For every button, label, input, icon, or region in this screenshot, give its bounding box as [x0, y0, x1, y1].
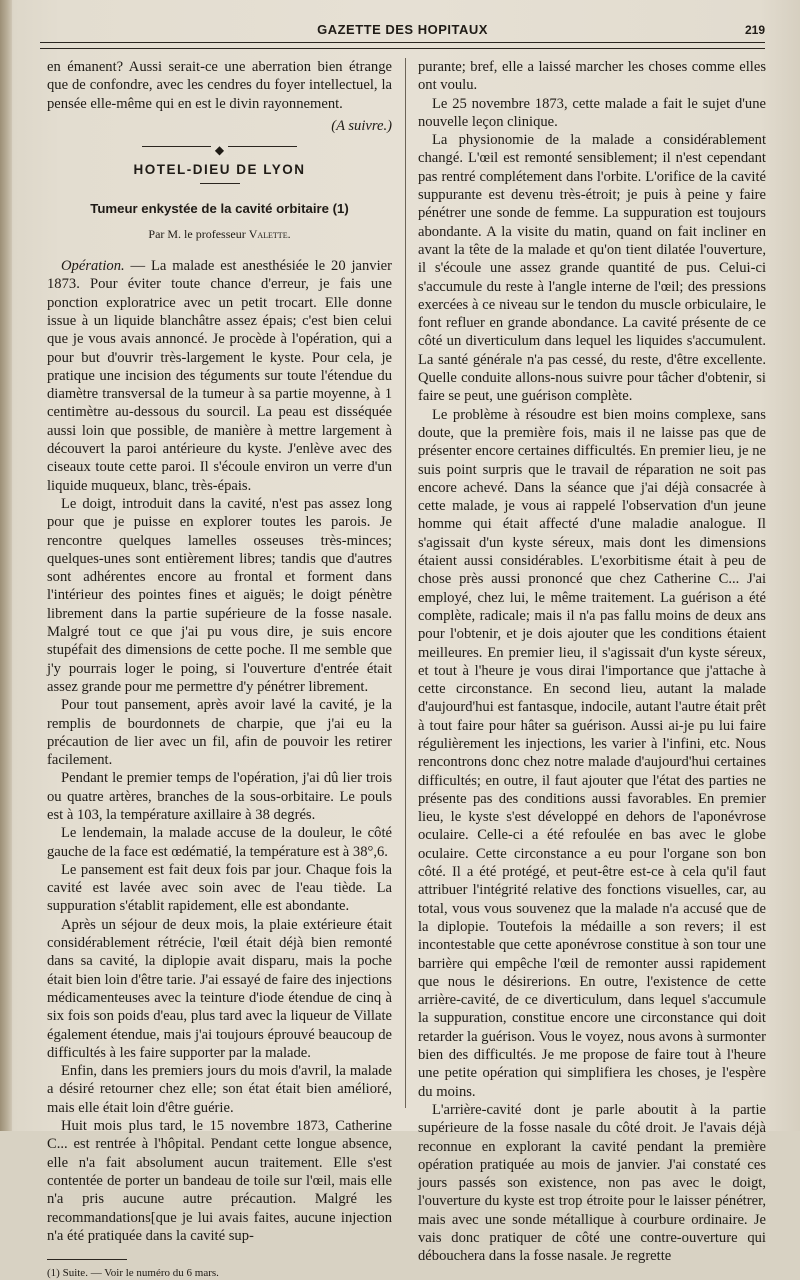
article-paragraph: La physionomie de la malade a considérablement changé. L'œil est remonté sensiblement; il n'est cependant pas rentré complétement dans l'orbite. L'orifice de la cavité suppurante est devenu très-étroit; je puis à peine y faire pénétrer une sonde de femme. La suppuration est toujours abondante. A la visite du matin, quand on fait incliner en avant la tête de la malade et qu'on tient dilatée l'ouverture, il s'écoule une assez grande quantité de pus. Celui-ci s'accumule du reste à l'angle interne de l'œil; des pressions exercées à ce niveau sur le tendon du muscle orbiculaire, le font refluer en grande abondance. La cavité présente de ce côté un diverticulum dans lequel les liquides s'accumulent. La santé générale n'a pas cessé, du reste, d'être excellente. Quelle conduite allons-nous suivre pour tâcher d'obtenir, si faire se peut, une guérison complète.	[418, 132, 766, 405]
running-header	[40, 22, 765, 42]
left-column	[47, 58, 392, 1280]
article-paragraph: Le pansement est fait deux fois par jour. Chaque fois la cavité est lavée avec soin avec de l'eau tiède. La suppuration s'établit rapidement, elle est abondante.	[47, 861, 392, 915]
right-column	[418, 58, 766, 1266]
article-paragraph: purante; bref, elle a laissé marcher les choses comme elles ont voulu.	[418, 59, 766, 94]
diamond-ornament-icon: ◆	[211, 143, 228, 157]
article-paragraph: Le problème à résoudre est bien moins complexe, sans doute, que la première fois, mais il ne laisse pas que de présenter encore certaines difficultés. En premier lieu, je ne suis point surpris que le travail de réparation ne soit pas encore achevé. Dans la séance que j'ai déjà consacrée à cette malade, je vous ai rappelé l'observation d'un jeune homme qui était affecté d'une maladie analogue. Il s'agissait d'un kyste séreux, mais dont les dimensions étaient aussi considérables. L'exorbitisme était à peu de chose près aussi prononcé que chez Catherine C... J'ai employé, chez lui, le même traitement. La guérison a été complète, radicale; mais il n'a pas fallu moins de deux ans pour l'obtenir, et je dois ajouter que les conditions étaient meilleures. En premier lieu, il s'agissait d'un kyste séreux, et tout à l'heure je vous dirai l'importance que j'attache à cette circonstance. En second lieu, autant la malade d'aujourd'hui est fantasque, indocile, autant l'autre était prêt à tout faire pour hâter sa guérison. Aussi ai-je pu lui faire régulièrement les injections, les varier à l'infini, etc. Nous rencontrons donc chez notre malade d'aujourd'hui certaines difficultés; en outre, il faut ajouter que l'état des parties ne présente pas des conditions aussi favorables. En premier lieu, le kyste s'est développé en dehors de l'aponévrose oculaire. Celle-ci a été refoulée en bas avec le globe oculaire. Cette circonstance a eu pour l'organe son bon côté. Il a été protégé, et peut-être est-ce à cela qu'il faut attribuer l'intégrité relative des fonctions visuelles, car, au total, vous vous souvenez que la malade n'a accusé que de la diplopie. Toutefois la médaille a son revers; il est incontestable que cette aponévrose constitue à son tour une barrière qui empêche l'œil de remonter aussi rapidement que nous le désirerions. En outre, l'existence de cette arrière-cavité, de ce diverticulum, dans lequel s'accumule la suppuration, constitue encore une circonstance qui doit retarder la guérison. Vous le voyez, nous avons à surmonter bien des difficultés. Je me propose de faire tout à l'heure une petite opération qui simplifiera les choses, je l'espère du moins.	[418, 406, 766, 1100]
section-title: HOTEL-DIEU DE LYON	[133, 162, 306, 178]
article-paragraph: L'arrière-cavité dont je parle aboutit à la partie supérieure de la fosse nasale du côté droit. Je l'avais déjà reconnue en explorant la cavité pendant la première opération pratiquée au mois de janvier. J'ai constaté ces jours passés son existence, non pas avec le doigt, l'ouverture du kyste est trop étroite pour le laisser pénétrer, mais avec une sonde métallique à courbure ordinaire. Je vais donc pratiquer de côté une contre-ouverture qui débouchera dans la fosse nasale. Je regrette	[418, 1101, 766, 1265]
article-paragraph: Huit mois plus tard, le 15 novembre 1873, Catherine C... est rentrée à l'hôpital. Pendant cette longue absence, elle n'a fait absolument aucun traitement. Elle s'est contentée de porter un bandeau de toile sur l'œil, mais elle n'a pris aucune autre précaution. Malgré les recommandations[que je lui avais faites, aucune injection n'a été pratiquée dans la cavité sup-	[47, 1118, 392, 1244]
to-be-continued: (A suivre.)	[331, 117, 392, 134]
ornamental-rule	[47, 141, 392, 158]
operation-lead-in: Opération.	[61, 258, 125, 275]
operation-text: — La malade est anesthésiée le 20 janvier 1873. Pour éviter toute chance d'erreur, je fais une ponction exploratrice avec un petit trocart. Elle donne issue à un liquide blanchâtre assez épais; c'est bien celui que je vous avais annoncé. Je procède à l'opération, qui a pour but d'ouvrir très-largement le kyste. Pour cela, je pratique une incision des téguments sur toute l'étendue du diamètre transversal de la tumeur à sa partie moyenne, à 1 centimètre au-dessous du sourcil. La peau est disséquée aussi loin que possible, de manière à mettre largement à découvert la paroi antérieure du kyste. J'enlève avec des ciseaux toute cette paroi. Il s'écoule environ un verre d'un liquide muqueux, blanc, très-épais.	[47, 258, 392, 494]
article-paragraph: Le doigt, introduit dans la cavité, n'est pas assez long pour que je puisse en explorer toutes les parois. Je rencontre quelques lamelles osseuses très-minces; quelques-unes sont entièrement libres; tandis que d'autres sont adhérentes encore au frontal et forment dans l'intérieur des pointes fines et aiguës; le doigt pénètre librement dans la partie supérieure de la fosse nasale. Malgré tout ce que j'ai pu vous dire, je suis encore stupéfait des dimensions de cette poche. Il me semble que j'y pourrais loger le poing, si l'ouverture d'entrée était assez grande pour me permettre d'y pénétrer librement.	[47, 495, 392, 695]
header-double-rule	[40, 42, 765, 49]
article-paragraph: Pour tout pansement, après avoir lavé la cavité, je la remplis de bourdonnets de charpie, que j'ai eu la précaution de lier avec un fil, afin de pouvoir les retirer facilement.	[47, 697, 392, 769]
publication-title: GAZETTE DES HOPITAUX	[317, 22, 488, 37]
article-paragraph: Le 25 novembre 1873, cette malade a fait le sujet d'une nouvelle leçon clinique.	[418, 95, 766, 130]
article-title: Tumeur enkystée de la cavité orbitaire (1)	[90, 201, 349, 217]
byline-author: Valette.	[248, 226, 291, 241]
intro-paragraph: en émanent? Aussi serait-ce une aberration bien étrange que de confondre, avec les cendres du foyer intellectuel, la pensée elle-même qui en est le divin rayonnement.	[47, 59, 392, 112]
article-paragraph: Le lendemain, la malade accuse de la douleur, le côté gauche de la face est œdématié, la température est à 38°,6.	[47, 825, 392, 860]
byline	[47, 225, 392, 243]
footnote-rule	[47, 1259, 127, 1260]
page-binding-edge	[0, 0, 12, 1131]
article-paragraph	[47, 257, 392, 495]
article-paragraph: Enfin, dans les premiers jours du mois d'avril, la malade a désiré retourner chez elle; son état était bien amélioré, mais elle était loin d'être guérie.	[47, 1063, 392, 1116]
page-number: 219	[744, 23, 765, 37]
byline-prefix: Par M. le professeur	[148, 226, 246, 241]
section-rule	[200, 183, 240, 184]
article-paragraph: Pendant le premier temps de l'opération, j'ai dû lier trois ou quatre artères, branches de la sous-orbitaire. Le pouls est à 103, la température axillaire à 38 degrés.	[47, 770, 392, 823]
footnote: (1) Suite. — Voir le numéro du 6 mars.	[47, 1267, 219, 1280]
column-divider	[405, 58, 406, 1108]
article-paragraph: Après un séjour de deux mois, la plaie extérieure était considérablement rétrécie, l'œil était déjà bien remonté dans sa cavité, la diplopie avait disparu, mais la poche était bien loin d'être tarie. J'ai essayé de faire des injections médicamenteuses avec la teinture d'iode étendue de cinq à six fois son poids d'eau, plus tard avec la liqueur de Villate également étendue, mais j'ai toujours éprouvé beaucoup de difficultés à les faire supporter par la malade.	[47, 916, 392, 1061]
